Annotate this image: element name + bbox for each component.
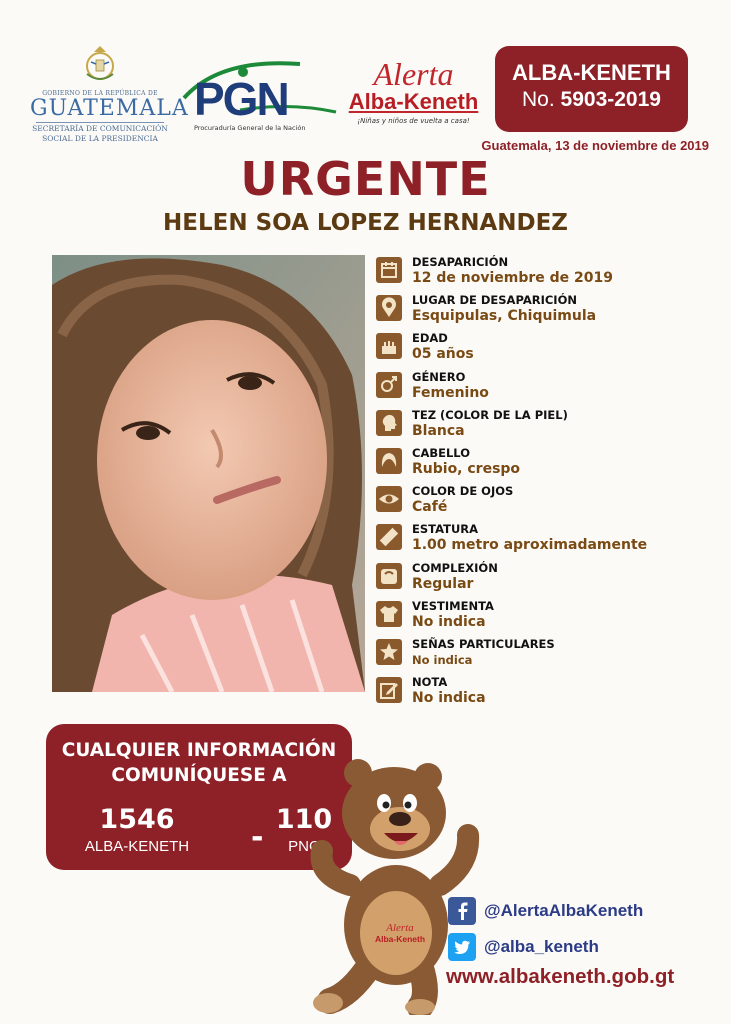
detail-row-hair [376, 446, 716, 484]
detail-label: DESAPARICIÓN [412, 255, 509, 269]
detail-label: TEZ (COLOR DE LA PIEL) [412, 407, 568, 422]
alerta-tagline: ¡Niñas y niños de vuelta a casa! [357, 117, 470, 125]
alerta-word: Alerta [373, 56, 454, 92]
detail-label: LUGAR DE DESAPARICIÓN [412, 293, 577, 308]
detail-row-skin-tone [376, 408, 716, 446]
case-number-prefix: No. [522, 88, 555, 111]
note-icon [376, 677, 402, 703]
detail-value: No indica [412, 613, 486, 630]
detail-row-build [376, 561, 716, 599]
website-link[interactable]: www.albakeneth.gob.gt [446, 965, 675, 988]
pgn-logo [180, 58, 340, 138]
phone-separator: - [251, 820, 264, 855]
hair-icon [376, 448, 402, 474]
detail-row-clothing [376, 599, 716, 637]
detail-label: COLOR DE OJOS [412, 484, 514, 499]
facebook-icon [448, 897, 476, 925]
twitter-handle[interactable]: @alba_keneth [484, 937, 599, 956]
star-icon [376, 639, 402, 665]
detail-value: 05 años [412, 346, 474, 363]
detail-value: Café [412, 499, 448, 516]
ruler-icon [376, 524, 402, 550]
calendar-icon [376, 257, 402, 283]
urgent-heading: URGENTE [240, 152, 491, 206]
detail-value: Regular [412, 575, 474, 592]
detail-label: COMPLEXIÓN [412, 560, 498, 575]
facebook-handle[interactable]: @AlertaAlbaKeneth [484, 901, 644, 920]
phone-number-pnc[interactable]: 110 [275, 804, 333, 835]
divider [36, 122, 164, 123]
phone-label-pnc: PNC [288, 838, 320, 855]
birthday-cake-icon [376, 333, 402, 359]
contact-line-2: COMUNÍQUESE A [111, 765, 287, 786]
detail-value: Esquipulas, Chiquimula [412, 308, 597, 325]
detail-label: ESTATURA [412, 522, 479, 537]
case-number [495, 88, 688, 112]
details-list [376, 255, 716, 713]
contact-line-1: CUALQUIER INFORMACIÓN [61, 740, 337, 761]
guatemala-top-line: GOBIERNO DE LA REPÚBLICA DE [42, 90, 158, 97]
detail-label: VESTIMENTA [412, 598, 494, 613]
alerta-alba-keneth-logo [346, 58, 481, 133]
guatemala-sub-1: SECRETARÍA DE COMUNICACIÓN [32, 124, 168, 133]
pgn-subtitle: Procuraduría General de la Nación [194, 124, 306, 132]
guatemala-name: GUATEMALA [30, 96, 189, 121]
detail-row-note [376, 675, 716, 713]
guatemala-sub-2: SOCIAL DE LA PRESIDENCIA [42, 134, 158, 143]
detail-value: Rubio, crespo [412, 460, 521, 477]
guatemala-logo [30, 44, 189, 144]
detail-value: No indica [412, 690, 486, 707]
case-number-value: 5903-2019 [560, 88, 661, 111]
alba-keneth-word: Alba-Keneth [348, 89, 479, 114]
detail-row-height [376, 522, 716, 560]
eye-icon [376, 486, 402, 512]
missing-person-photo [52, 255, 365, 692]
mascot-badge-word-2: Alba-Keneth [374, 934, 426, 944]
head-profile-icon [376, 410, 402, 436]
detail-label: CABELLO [412, 445, 470, 460]
case-title: ALBA-KENETH [512, 60, 671, 85]
detail-label: GÉNERO [412, 369, 466, 384]
gender-icon [376, 372, 402, 398]
phone-number-alba-keneth[interactable]: 1546 [99, 804, 175, 835]
scale-icon [376, 563, 402, 589]
detail-label: EDAD [412, 331, 448, 346]
mascot-badge-word-1: Alerta [386, 922, 414, 934]
detail-row-gender [376, 370, 716, 408]
twitter-link[interactable] [448, 933, 708, 963]
detail-label: SEÑAS PARTICULARES [412, 636, 555, 651]
coat-of-arms-icon [79, 44, 121, 84]
facebook-link[interactable] [448, 897, 708, 927]
bulletin-date: Guatemala, 13 de noviembre de 2019 [481, 138, 709, 153]
phone-label-alba-keneth: ALBA-KENETH [84, 838, 190, 855]
detail-value: 1.00 metro aproximadamente [412, 537, 648, 554]
detail-row-eye-color [376, 484, 716, 522]
detail-value: Femenino [412, 384, 489, 401]
detail-label: NOTA [412, 675, 448, 690]
twitter-bird-icon [448, 933, 476, 961]
detail-row-disappearance [376, 255, 716, 293]
detail-value: 12 de noviembre de 2019 [412, 270, 613, 286]
mascot-badge [370, 923, 430, 944]
detail-row-distinguishing-marks [376, 637, 716, 675]
detail-value: No indica [412, 652, 473, 667]
shirt-icon [376, 601, 402, 627]
pgn-name: PGN [194, 73, 288, 125]
detail-row-location [376, 293, 716, 331]
location-pin-icon [376, 295, 402, 321]
detail-value: Blanca [412, 422, 465, 439]
missing-person-name: HELEN SOA LOPEZ HERNANDEZ [163, 210, 568, 236]
detail-row-age [376, 331, 716, 369]
case-number-box [495, 46, 688, 132]
